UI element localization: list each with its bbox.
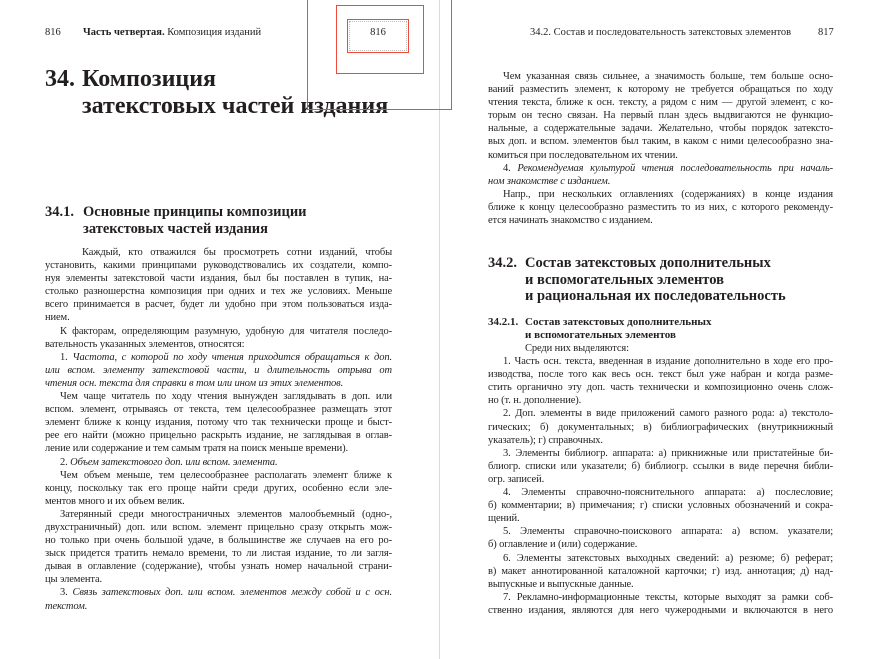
text-line	[488, 552, 833, 565]
subsection-title	[525, 316, 712, 342]
section-title	[83, 204, 307, 237]
paragraph	[45, 508, 392, 587]
line-text: 6. Элементы затекстовых выходных сведений: а) резюме; б) реферат;	[503, 552, 833, 564]
paragraph	[488, 407, 833, 446]
text-line	[488, 149, 833, 162]
line-text: Каждый, кто отважился бы просмотреть сотни изданий, чтобы	[82, 247, 392, 258]
text-line	[45, 586, 392, 599]
chapter-number: 34.	[45, 66, 75, 92]
list-item	[45, 586, 392, 612]
line-text: щений.	[488, 513, 520, 525]
text-line	[488, 447, 833, 460]
text-line	[488, 355, 833, 368]
line-text: 1. Часть осн. текста, введенная в издание дополнительно в ходе его про-	[503, 356, 833, 368]
text-line	[488, 109, 833, 122]
text-line	[488, 407, 833, 420]
text-line	[45, 325, 392, 338]
line-text: вательность указанных элементов, относятся:	[45, 338, 245, 350]
text-line	[45, 416, 392, 429]
item-number: 4.	[503, 162, 511, 174]
text-line	[45, 482, 392, 495]
part-label: Часть четвертая.	[83, 27, 165, 38]
paragraph	[488, 525, 833, 551]
line-text: столько разношерстна композиция при одних и тех же условиях. Меньше	[45, 286, 392, 298]
text-line	[488, 122, 833, 135]
text-line	[488, 381, 833, 394]
text-line	[488, 565, 833, 578]
line-text: двухстраничный) доп. или вспом. элемент прицельно сразу открыть мож-	[45, 521, 392, 533]
left-page-number: 816	[45, 27, 61, 38]
text-line	[488, 486, 833, 499]
item-number: 1.	[60, 351, 68, 363]
line-text: Напр., при нескольких оглавлениях (содержаниях) в конце издания	[503, 188, 833, 200]
section-title-line: и вспомогательных элементов	[525, 271, 724, 288]
line-text: комиться при последовательном их чтении.	[488, 149, 678, 161]
line-text: Объем затекстового доп. или вспом. элемента.	[70, 456, 278, 468]
text-line	[488, 421, 833, 434]
line-text: вых доп. и вспом. элементов был таким, в каком с ними целесообразно зна-	[488, 136, 833, 148]
line-text: Частота, с которой по ходу чтения приходится обращаться к доп.	[72, 351, 392, 363]
line-text: ваний разместить элемент, к которому не требуется обращаться по ходу	[488, 84, 833, 96]
text-line	[45, 456, 392, 469]
subsection-title-line: Состав затекстовых дополнительных	[525, 316, 712, 328]
text-line	[45, 429, 392, 442]
left-running-head	[83, 27, 261, 38]
line-text: 7. Рекламно-информационные тексты, которые выходят за рамки соб-	[503, 591, 833, 603]
list-item	[488, 162, 833, 188]
line-text: текстом.	[45, 600, 88, 612]
highlighted-page-number: 816	[370, 27, 386, 38]
text-line	[45, 600, 392, 613]
line-text: чтения осн. текста для справки в том или ином из этих элементов.	[45, 377, 344, 389]
line-text: гических; б) документальных; в) библиографических (внутрикнижный	[488, 421, 833, 433]
text-line	[488, 460, 833, 473]
subsection-title-line: и вспомогательных элементов	[525, 329, 676, 341]
line-text: ном знакомстве с изданием.	[488, 175, 611, 187]
text-line	[45, 403, 392, 416]
text-line	[488, 434, 833, 447]
text-line	[45, 259, 392, 272]
line-text: нием.	[45, 312, 70, 324]
line-text: Связь затекстовых доп. или вспом. элементов между собой и с осн.	[72, 587, 392, 599]
line-text: б) оглавление и (или) содержание.	[488, 539, 638, 551]
line-text: дывая в оглавление (содержание), чтобы узнать номер начальной страни-	[45, 561, 392, 573]
text-line	[45, 390, 392, 403]
text-line	[488, 604, 833, 617]
line-text: Рекомендуемая культурой чтения последовательность при началь-	[517, 162, 833, 174]
line-text: 4. Элементы справочно-пояснительного аппарата: а) послесловие;	[503, 487, 833, 499]
text-line	[45, 495, 392, 508]
text-line	[488, 96, 833, 109]
text-line	[488, 591, 833, 604]
line-text: ется начинать знакомство с изданием.	[488, 215, 653, 227]
text-line	[45, 338, 392, 351]
line-text: всего принимается в расчет, будет ли удобно при этом пользоваться изда-	[45, 299, 392, 311]
text-line	[488, 70, 833, 83]
line-text: Чем указанная связь сильнее, а значимость больше, тем больше осно-	[503, 71, 833, 82]
text-line	[45, 351, 392, 364]
line-text: но только при очень большой удаче, в большинстве же случаев на его ро-	[45, 535, 392, 547]
text-line	[45, 311, 392, 324]
line-text: в) макет аннотированной каталожной карточки; г) изд. аннотация; д) над-	[488, 565, 833, 577]
text-line	[488, 83, 833, 96]
text-line	[488, 162, 833, 175]
line-text: указатель); г) справочных.	[488, 434, 603, 446]
line-text: цы элемента.	[45, 574, 103, 586]
line-text: рее его найти (можно прицельно раскрыть издание, не заглядывая в оглав-	[45, 430, 392, 442]
line-text: вспом. элемент, отрываясь от текста, тем целесообразнее размещать этот	[45, 404, 392, 416]
paragraph	[488, 188, 833, 227]
line-text: зыск придется тратить немало времени, то ли листая издание, то ли загля-	[45, 548, 392, 560]
text-line	[488, 525, 833, 538]
text-line	[45, 364, 392, 377]
line-text: ственно издания, являются для него чужеродными и включаются в него	[488, 604, 833, 616]
section-number: 34.2.	[488, 255, 517, 271]
section-number: 34.1.	[45, 204, 74, 220]
paragraph	[488, 355, 833, 407]
paragraph	[488, 447, 833, 486]
text-line	[45, 508, 392, 521]
right-page-bottom-text	[488, 342, 833, 617]
subsection-number: 34.2.1.	[488, 316, 519, 328]
text-line	[45, 521, 392, 534]
line-text: 5. Элементы справочно-поискового аппарата: а) вспом. указатели;	[503, 526, 833, 538]
paragraph	[488, 342, 833, 355]
paragraph	[488, 70, 833, 162]
paragraph	[45, 325, 392, 351]
line-text: выпускные и выпускные данные.	[488, 578, 634, 590]
text-line	[45, 285, 392, 298]
right-page-number: 817	[818, 27, 834, 38]
text-line	[45, 246, 392, 259]
line-text: Чем чаще читатель по ходу чтения вынужден заглядывать в доп. или	[60, 391, 392, 403]
line-text: 3. Элементы библиогр. аппарата: а) прикнижные или пристатейные би-	[503, 447, 833, 459]
text-line	[45, 377, 392, 390]
left-page-body	[45, 246, 392, 613]
line-text: нальные, а содержательные задачи. Желательно, чтобы порядок затексто-	[488, 123, 833, 135]
section-title-line: Состав затекстовых дополнительных	[525, 255, 771, 271]
line-text: изводства, после того как весь осн. текст был уже набран и когда разме-	[488, 369, 833, 381]
line-text: элемент ближе к концу издания, потому что так технически проще и быст-	[45, 417, 392, 429]
text-line	[488, 188, 833, 201]
part-title: Композиция изданий	[167, 27, 262, 38]
line-text: Чем объем меньше, тем целесообразнее располагать элемент ближе к	[60, 469, 392, 481]
paragraph	[488, 591, 833, 617]
list-item	[45, 456, 392, 469]
line-text: торым он тесно связан. На первый план здесь выдвигаются не функцио-	[488, 110, 833, 122]
text-line	[488, 175, 833, 188]
paragraph	[488, 552, 833, 591]
line-text: ближе к концу целесообразно разместить то из них, с которого рекоменду-	[488, 201, 833, 213]
line-text: ление или содержание и тем самым тратя на поиск меньше времени).	[45, 443, 348, 455]
text-line	[45, 573, 392, 586]
item-number: 2.	[60, 456, 68, 468]
text-line	[45, 298, 392, 311]
section-title-line: и рациональная их последовательность	[525, 288, 786, 304]
line-text: концу, поскольку так его проще найти среди других, особенно если эле-	[45, 482, 392, 494]
paragraph	[45, 246, 392, 325]
text-line	[488, 473, 833, 486]
item-number: 3.	[60, 587, 68, 599]
line-text: К факторам, определяющим разумную, удобную для читателя последо-	[60, 325, 392, 337]
text-line	[45, 534, 392, 547]
line-text: Среди них выделяются:	[525, 343, 629, 354]
section-title	[525, 255, 786, 305]
text-line	[45, 560, 392, 573]
section-title-line: Основные принципы композиции	[83, 204, 307, 220]
line-text: б) комментарии; в) примечания; г) списки условных обозначений и сокра-	[488, 500, 833, 512]
text-line	[488, 201, 833, 214]
line-text: блиогр. списки или указатели; б) библиогр. ссылки в виде перечня библи-	[488, 460, 833, 472]
text-line	[488, 135, 833, 148]
section-title-line: затекстовых частей издания	[83, 220, 268, 237]
text-line	[488, 512, 833, 525]
text-line	[45, 272, 392, 285]
text-line	[488, 342, 833, 355]
line-text: стить органично эту доп. часть технически и композиционно очень слож-	[488, 382, 833, 394]
right-page-top-text	[488, 70, 833, 227]
line-text: установить, какими принципами руководствовались их создатели, компо-	[45, 260, 392, 272]
line-text: огр. записей.	[488, 473, 545, 485]
text-line	[45, 442, 392, 455]
chapter-title-line: Композиция	[82, 66, 217, 92]
text-line	[488, 394, 833, 407]
text-line	[488, 538, 833, 551]
chapter-title-line: затекстовых частей издания	[82, 93, 389, 119]
line-text: или вспом. элементу затекстовой части, и длительность отрыва от	[45, 364, 392, 376]
text-line	[488, 578, 833, 591]
line-text: 2. Доп. элементы в виде приложений самого разного рода: а) текстоло-	[503, 408, 833, 420]
text-line	[488, 214, 833, 227]
text-line	[488, 499, 833, 512]
text-line	[488, 368, 833, 381]
line-text: чтения текста, ближе к осн. тексту, а рядом с ним — другой элемент, с ко-	[488, 97, 833, 109]
paragraph	[45, 390, 392, 455]
text-line	[45, 469, 392, 482]
line-text: ментов много и их объем велик.	[45, 495, 185, 507]
line-text: нуя элементы затекстовой части издания, был бы поставлен в тупик, на-	[45, 273, 392, 285]
right-running-head: 34.2. Состав и последовательность затекстовых элементов	[530, 27, 792, 38]
line-text: но (т. н. дополнение).	[488, 395, 582, 407]
text-line	[45, 547, 392, 560]
line-text: Затерянный среди многостраничных элементов малообъемный (одно-,	[60, 508, 392, 520]
paragraph	[45, 469, 392, 508]
paragraph	[488, 486, 833, 525]
list-item	[45, 351, 392, 390]
